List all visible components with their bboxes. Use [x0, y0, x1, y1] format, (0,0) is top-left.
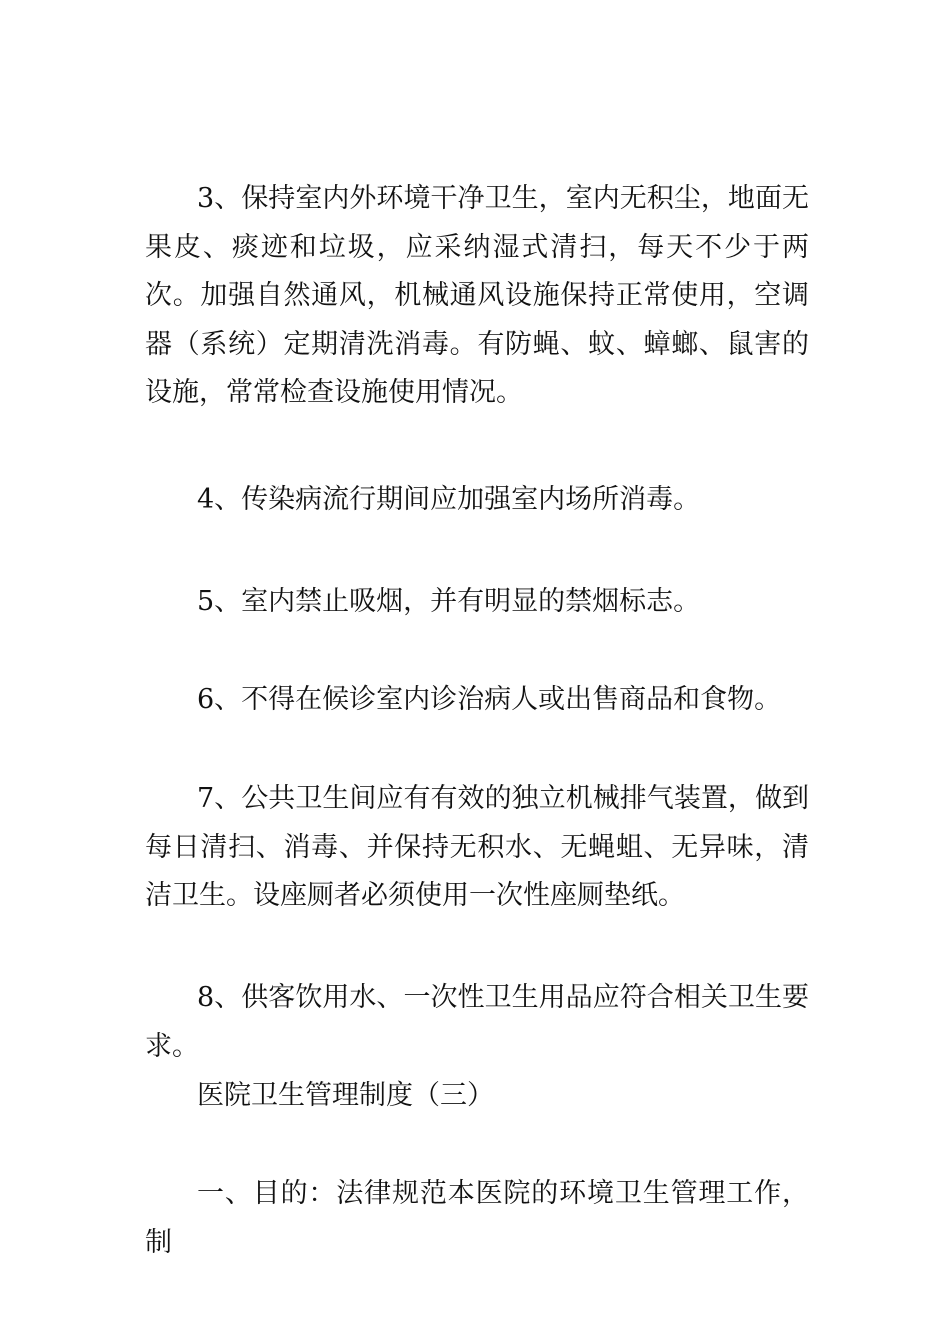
paragraph-item-7: 7、公共卫生间应有有效的独立机械排气装置，做到每日清扫、消毒、并保持无积水、无蝇蛆、无异味，清洁卫生。设座厕者必须使用一次性座厕垫纸。 [145, 783, 809, 911]
paragraph-item-4: 4、传染病流行期间应加强室内场所消毒。 [197, 484, 701, 515]
paragraph-item-6: 6、不得在候诊室内诊治病人或出售商品和食物。 [197, 684, 782, 715]
paragraph-item-5: 5、室内禁止吸烟，并有明显的禁烟标志。 [197, 586, 701, 617]
paragraph-purpose: 一、目的：法律规范本医院的环境卫生管理工作，制 [145, 1178, 809, 1258]
section-heading: 医院卫生管理制度（三） [197, 1080, 494, 1111]
paragraph-item-3: 3、保持室内外环境干净卫生，室内无积尘，地面无果皮、痰迹和垃圾，应采纳湿式清扫，每天不少于两次。加强自然通风，机械通风设施保持正常使用，空调器（系统）定期清洗消毒。有防蝇、蚊、蟑螂、鼠害的设施，常常检查设施使用情况。 [145, 183, 809, 408]
paragraph-item-8: 8、供客饮用水、一次性卫生用品应符合相关卫生要求。 [145, 982, 809, 1062]
